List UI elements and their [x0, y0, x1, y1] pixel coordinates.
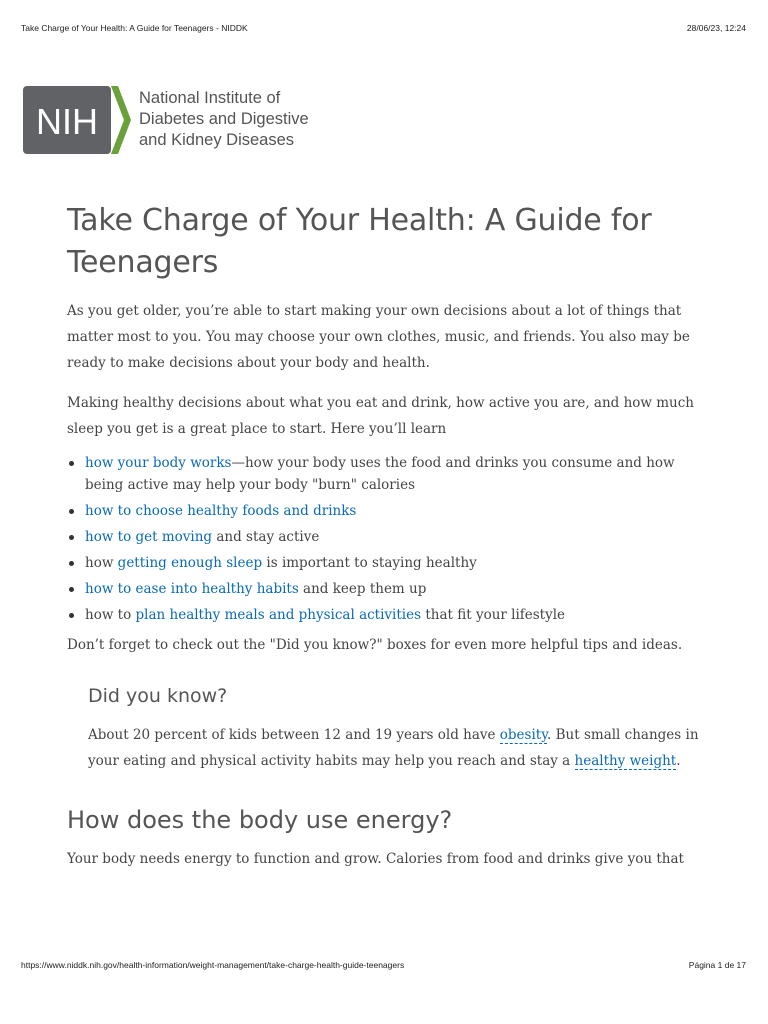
link-how-your-body-works[interactable]: how your body works — [85, 455, 232, 471]
logo-line: Diabetes and Digestive — [139, 110, 309, 128]
did-you-know-heading: Did you know? — [88, 685, 228, 707]
niddk-logo[interactable] — [23, 84, 309, 156]
reminder-paragraph: Don’t forget to check out the "Did you know?" boxes for even more helpful tips and ideas. — [67, 637, 683, 653]
term-healthy-weight[interactable]: healthy weight — [574, 753, 677, 769]
intro-paragraph-2: Making healthy decisions about what you eat and drink, how active you are, and how much sleep you get is a great place to start. Here you’ll learn — [67, 395, 695, 437]
logo-line: and Kidney Diseases — [139, 131, 295, 149]
print-url: https://www.niddk.nih.gov/health-information/weight-management/take-charge-health-guide-teenagers — [21, 960, 405, 970]
logo-text — [139, 88, 309, 151]
section-paragraph: Your body needs energy to function and grow. Calories from food and drinks give you that — [67, 851, 684, 867]
nih-logo-mark: NIH — [36, 101, 98, 142]
print-page-title: Take Charge of Your Health: A Guide for Teenagers - NIDDK — [21, 23, 248, 33]
intro-paragraph: As you get older, you’re able to start making your own decisions about a lot of things that matter most to you. You may choose your own clothes, music, and friends. You also may be ready to make decisions about your body and health. — [67, 303, 690, 371]
list-item: how getting enough sleep is important to staying healthy — [67, 552, 707, 574]
print-datetime: 28/06/23, 12:24 — [686, 23, 746, 33]
list-item: how to ease into healthy habits and keep them up — [67, 578, 707, 600]
main-content — [67, 200, 707, 872]
link-healthy-habits[interactable]: how to ease into healthy habits — [85, 581, 299, 597]
section-heading: How does the body use energy? — [67, 806, 453, 834]
link-get-moving[interactable]: how to get moving — [85, 529, 213, 545]
did-you-know-box — [67, 684, 707, 774]
print-header — [21, 23, 746, 33]
list-item: how your body works—how your body uses the food and drinks you consume and how being active may help your body "burn" calories — [67, 452, 707, 496]
page-title: Take Charge of Your Health: A Guide for Teenagers — [67, 203, 652, 280]
link-enough-sleep[interactable]: getting enough sleep — [117, 555, 263, 571]
nih-logo-icon — [23, 84, 131, 156]
topics-list — [67, 452, 707, 626]
link-healthy-foods[interactable]: how to choose healthy foods and drinks — [85, 503, 357, 519]
term-obesity[interactable]: obesity — [499, 727, 548, 743]
list-item — [67, 500, 707, 522]
did-you-know-text: About 20 percent of kids between 12 and 19 years old have obesity. But small changes in your eating and physical activity habits may help you reach and stay a healthy weight. — [88, 727, 699, 769]
logo-line: National Institute of — [139, 89, 281, 107]
print-footer — [21, 960, 746, 970]
link-plan-meals[interactable]: plan healthy meals and physical activities — [135, 607, 422, 623]
list-item: how to get moving and stay active — [67, 526, 707, 548]
list-item: how to plan healthy meals and physical activities that fit your lifestyle — [67, 604, 707, 626]
print-page-number: Página 1 de 17 — [688, 960, 746, 970]
